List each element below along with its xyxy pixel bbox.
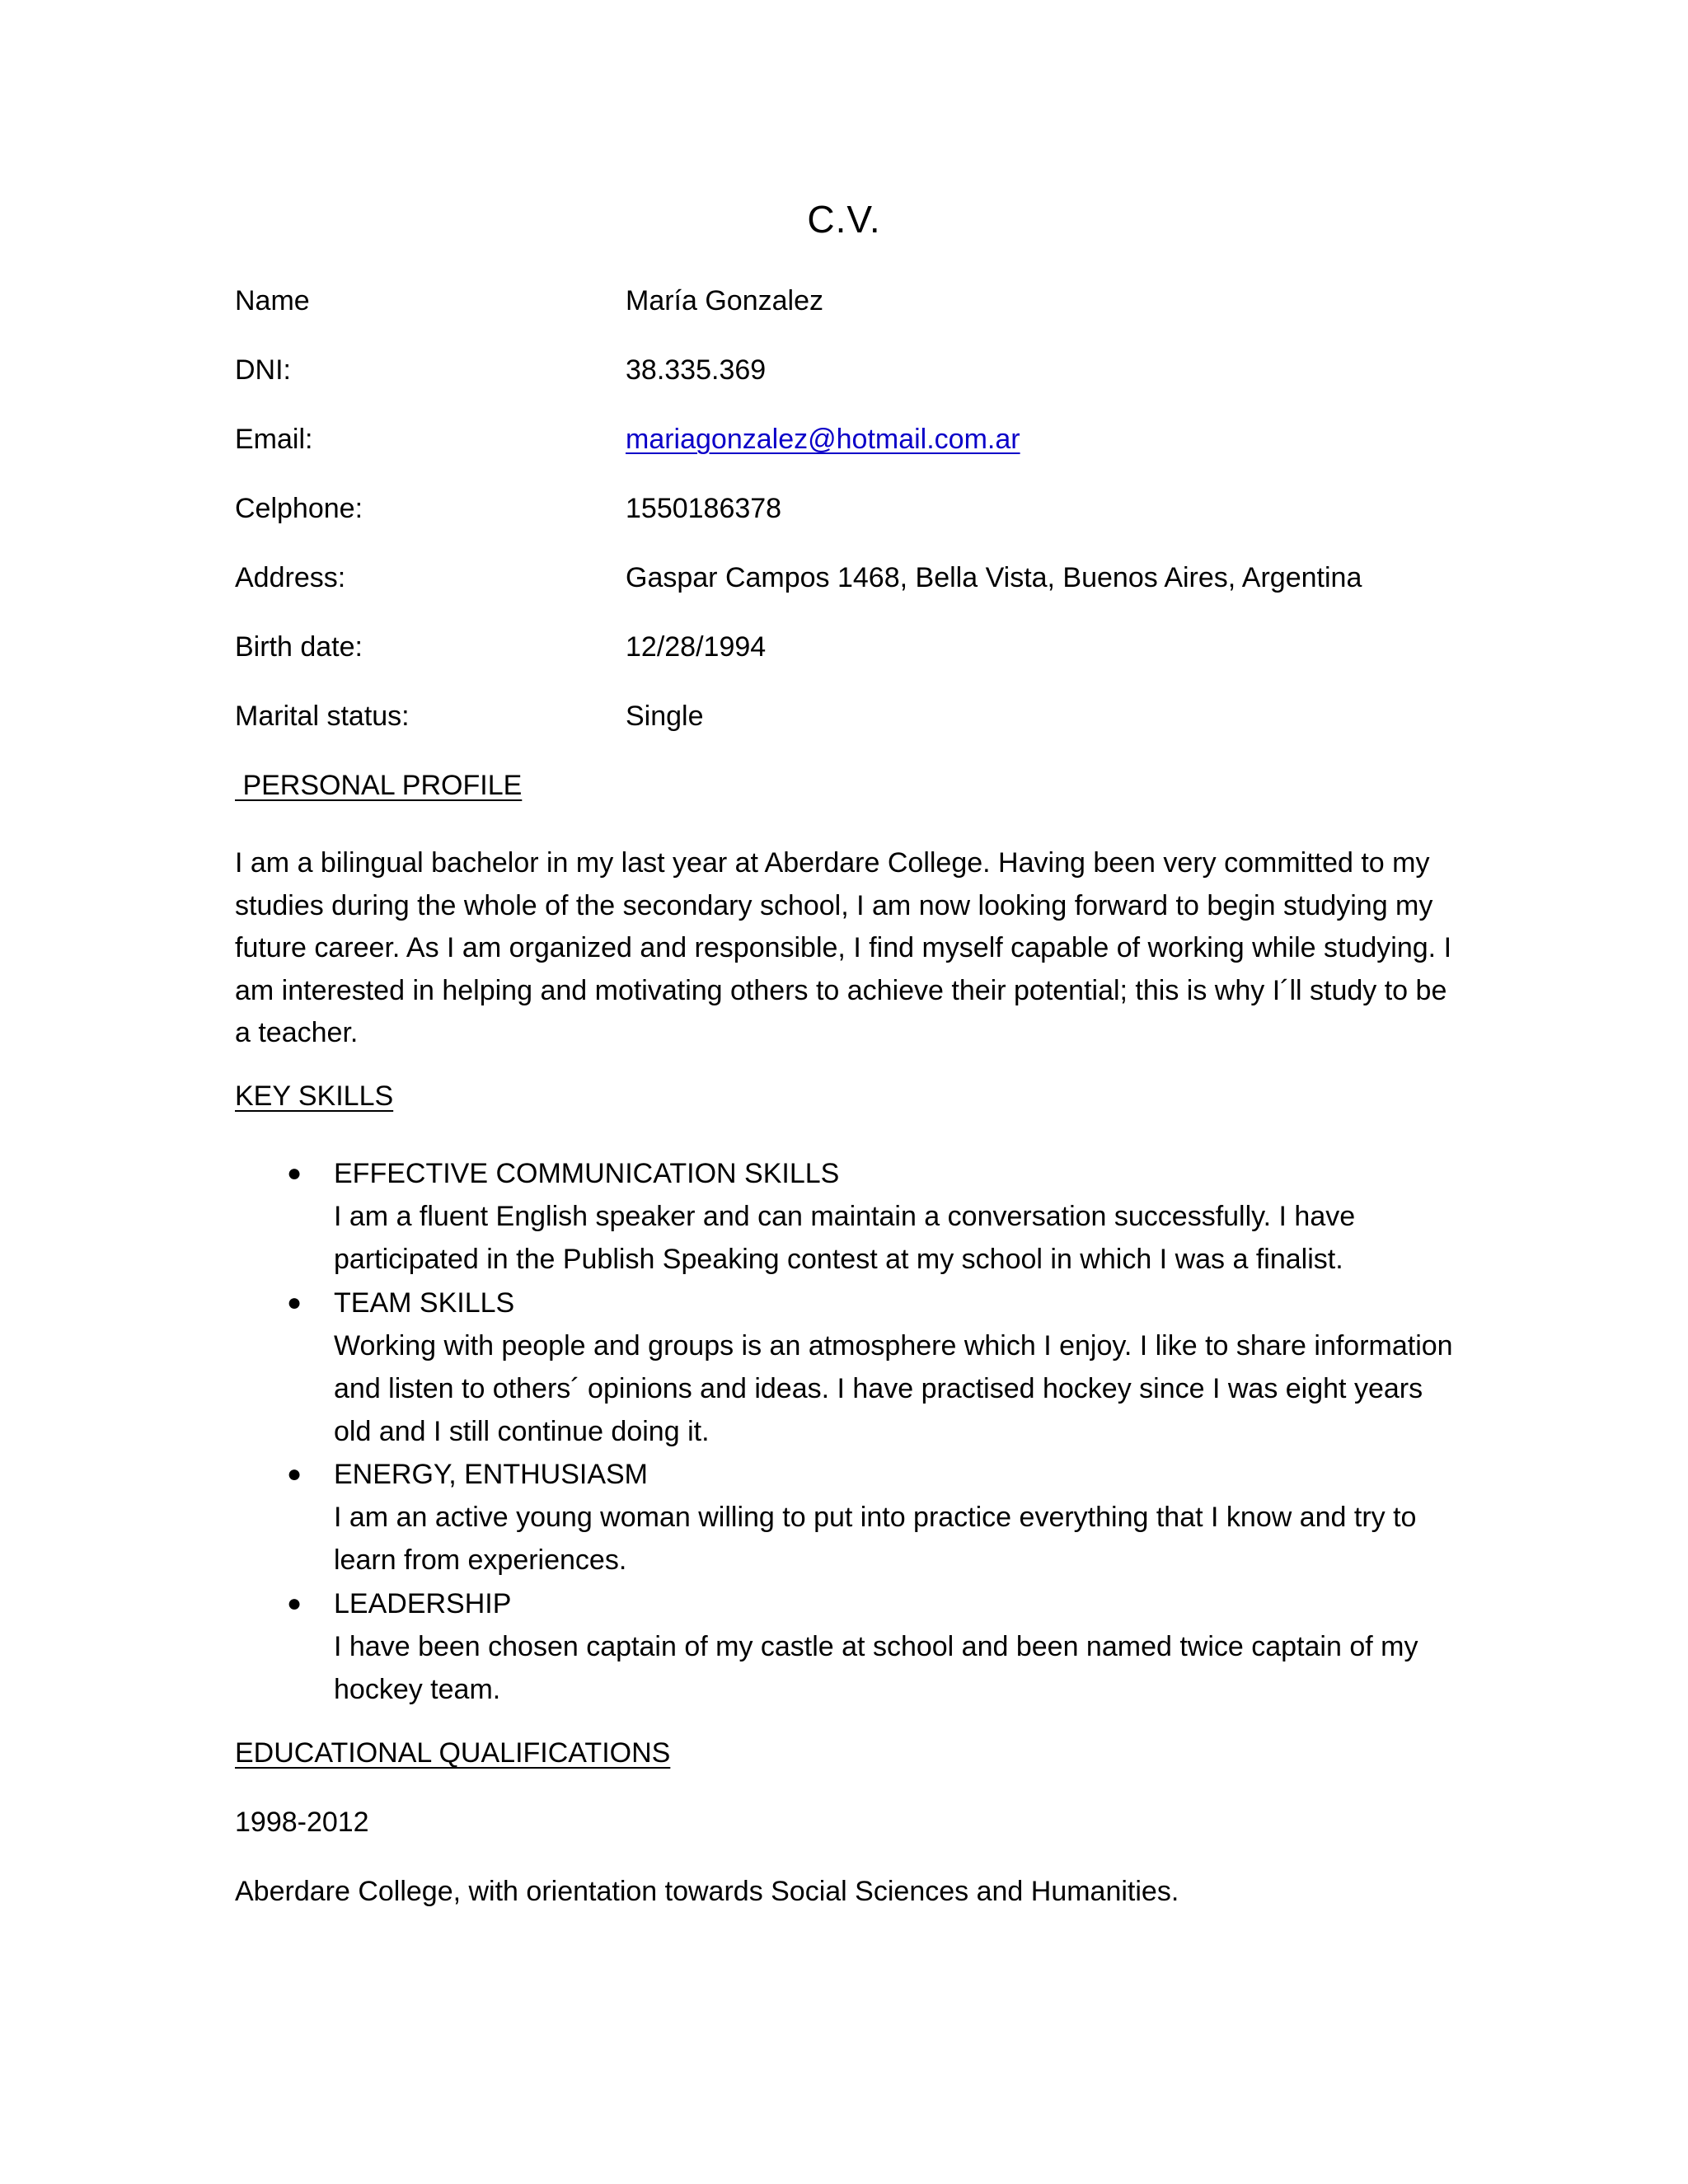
field-value-marital-status: Single <box>626 701 704 732</box>
skill-description: Working with people and groups is an atmosphere which I enjoy. I like to share information and listen to others´ opinions and ideas. I have practised hockey since I was eight years old and I still continue doing it. <box>334 1330 1453 1447</box>
field-value-birth-date: 12/28/1994 <box>626 631 767 663</box>
key-skills-heading: KEY SKILLS <box>235 1080 394 1112</box>
bullet-icon: ● <box>286 1289 302 1316</box>
field-value-address: Gaspar Campos 1468, Bella Vista, Buenos Aires, Argentina <box>626 562 1362 593</box>
bullet-icon: ● <box>286 1460 302 1488</box>
skill-title: TEAM SKILLS <box>334 1287 515 1319</box>
skill-description: I am an active young woman willing to put into practice everything that I know and try to learn from experiences. <box>334 1502 1417 1576</box>
field-row-dni <box>235 349 1471 391</box>
skill-title: EFFECTIVE COMMUNICATION SKILLS <box>334 1158 840 1189</box>
bullet-icon: ● <box>286 1590 302 1617</box>
field-value-celphone: 1550186378 <box>626 493 782 524</box>
skill-description: I am a fluent English speaker and can maintain a conversation successfully. I have participated in the Publish Speaking contest at my school in which I was a finalist. <box>334 1201 1356 1275</box>
email-link[interactable]: mariagonzalez@hotmail.com.ar <box>626 424 1020 455</box>
field-row-email <box>235 419 1471 460</box>
field-label: Address: <box>235 562 346 593</box>
personal-profile-heading: PERSONAL PROFILE <box>235 770 523 801</box>
field-row-birth-date <box>235 626 1471 668</box>
field-label: Celphone: <box>235 493 363 524</box>
field-value-name: María Gonzalez <box>626 285 823 316</box>
field-row-celphone <box>235 488 1471 529</box>
personal-profile-text: I am a bilingual bachelor in my last year at Aberdare College. Having been very committed to my studies during the whole of the secondary school, I am now looking forward to begin studying my future career. As I am organized and responsible, I find myself capable of working while studying. I am interested in helping and motivating others to achieve their potential; this is why I´ll study to be a teacher. <box>235 847 1452 1048</box>
document-title: C.V. <box>807 198 881 241</box>
field-row-marital-status <box>235 696 1471 737</box>
field-label: Name <box>235 285 310 316</box>
skill-title: LEADERSHIP <box>334 1588 512 1619</box>
skill-title: ENERGY, ENTHUSIASM <box>334 1459 649 1490</box>
education-detail: Aberdare College, with orientation towards Social Sciences and Humanities. <box>235 1876 1179 1907</box>
field-label: Birth date: <box>235 631 363 663</box>
bullet-icon: ● <box>286 1160 302 1187</box>
education-heading: EDUCATIONAL QUALIFICATIONS <box>235 1737 671 1769</box>
field-label: Email: <box>235 424 313 455</box>
field-label: Marital status: <box>235 701 410 732</box>
field-row-name <box>235 280 1471 321</box>
education-period: 1998-2012 <box>235 1807 369 1838</box>
field-row-address <box>235 557 1471 598</box>
field-value-dni: 38.335.369 <box>626 354 767 386</box>
skill-description: I have been chosen captain of my castle at school and been named twice captain of my hockey team. <box>334 1631 1418 1705</box>
field-label: DNI: <box>235 354 291 386</box>
